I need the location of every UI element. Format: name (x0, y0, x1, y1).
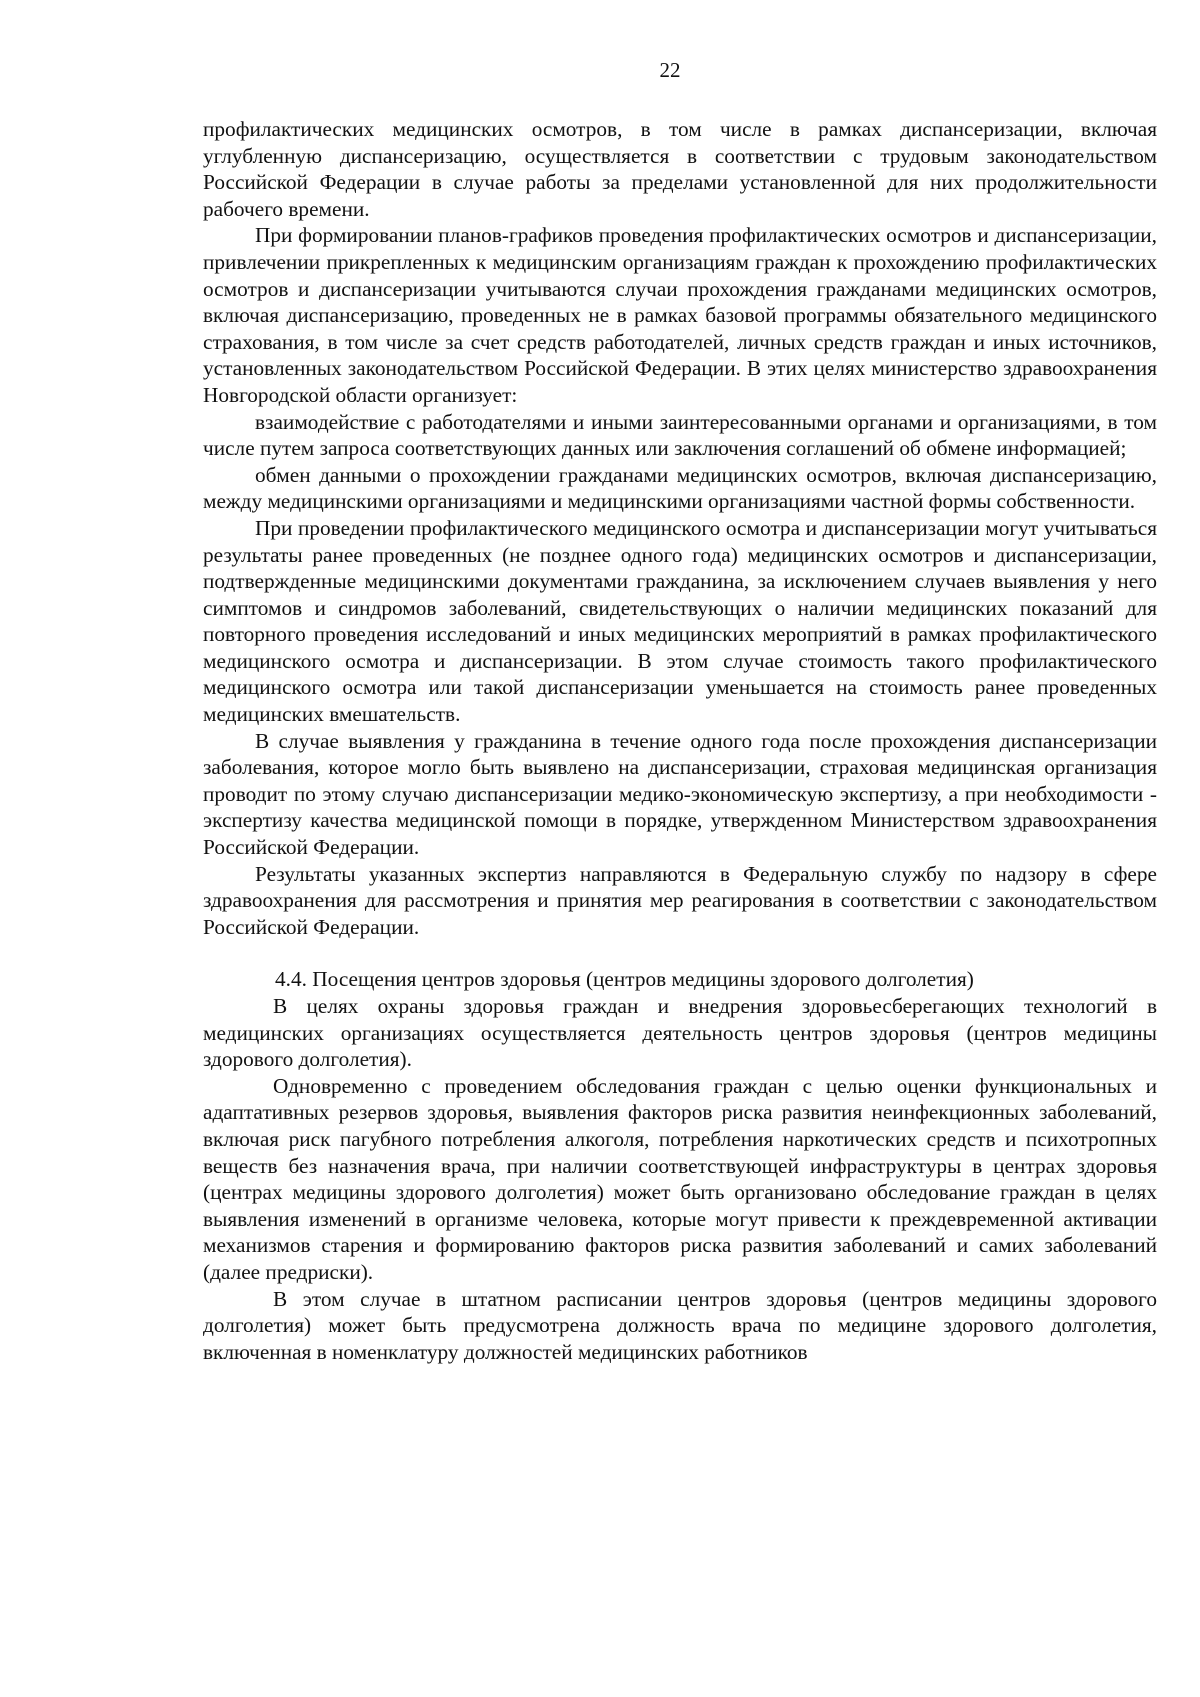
paragraph-employer-interaction: взаимодействие с работодателями и иными заинтересованными органами и организациями, в том числе путем запроса соответствующих данных или заключения соглашений об обмене информацией; (203, 409, 1157, 461)
paragraph-pre-risks: Одновременно с проведением обследования граждан с целью оценки функциональных и адаптативных резервов здоровья, выявления факторов риска развития неинфекционных заболеваний, включая риск пагубного потребления алкоголя, потребления наркотических средств и психотропных веществ без назначения врача, при наличии соответствующей инфраструктуры в центрах здоровья (центрах медицины здорового долголетия) может быть организовано обследование граждан в целях выявления изменений в организме человека, которые могут привести к преждевременной активации механизмов старения и формированию факторов риска развития заболеваний и самих заболеваний (далее предриски). (203, 1073, 1157, 1284)
paragraph-expertise: В случае выявления у гражданина в течение одного года после прохождения диспансеризации заболевания, которое могло быть выявлено на диспансеризации, страховая медицинская организация проводит по этому случаю диспансеризации медико-экономическую экспертизу, а при необходимости - экспертизу качества медицинской помощи в порядке, утвержденном Министерством здравоохранения Российской Федерации. (203, 728, 1157, 860)
paragraph-staffing: В этом случае в штатном расписании центров здоровья (центров медицины здорового долголетия) может быть предусмотрена должность врача по медицине здорового долголетия, включенная в номенклатуру должностей медицинских работников (203, 1286, 1157, 1364)
paragraph-health-centers: В целях охраны здоровья граждан и внедрения здоровьесберегающих технологий в медицинских организациях осуществляется деятельность центров здоровья (центров медицины здорового долголетия). (203, 994, 1157, 1072)
page-number: 22 (659, 58, 681, 82)
document-body (203, 116, 1157, 1365)
paragraph-continuation: профилактических медицинских осмотров, в том числе в рамках диспансеризации, включая углубленную диспансеризацию, осуществляется в соответствии с трудовым законодательством Российской Федерации в случае работы за пределами установленной для них продолжительности рабочего времени. (203, 117, 1157, 221)
paragraph-expertise-results: Результаты указанных экспертиз направляются в Федеральную службу по надзору в сфере здравоохранения для рассмотрения и принятия мер реагирования в соответствии с законодательством Российской Федерации. (203, 861, 1157, 939)
paragraph-data-exchange: обмен данными о прохождении гражданами медицинских осмотров, включая диспансеризацию, между медицинскими организациями и медицинскими организациями частной формы собственности. (203, 462, 1157, 514)
paragraph-planning-schedules: При формировании планов-графиков проведения профилактических осмотров и диспансеризации, привлечении прикрепленных к медицинским организациям граждан к прохождению профилактических осмотров и диспансеризации учитываются случаи прохождения гражданами медицинских осмотров, включая диспансеризацию, проведенных не в рамках базовой программы обязательного медицинского страхования, в том числе за счет средств работодателей, личных средств граждан и иных источников, установленных законодательством Российской Федерации. В этих целях министерство здравоохранения Новгородской области организует: (203, 223, 1157, 407)
paragraph-previous-results: При проведении профилактического медицинского осмотра и диспансеризации могут учитываться результаты ранее проведенных (не позднее одного года) медицинских осмотров и диспансеризации, подтвержденные медицинскими документами гражданина, за исключением случаев выявления у него симптомов и синдромов заболеваний, свидетельствующих о наличии медицинских показаний для повторного проведения исследований и иных медицинских мероприятий в рамках профилактического медицинского осмотра и диспансеризации. В этом случае стоимость такого профилактического медицинского осмотра или такой диспансеризации уменьшается на стоимость ранее проведенных медицинских вмешательств. (203, 515, 1157, 727)
section-heading-4-4: 4.4. Посещения центров здоровья (центров медицины здорового долголетия) (275, 967, 974, 992)
